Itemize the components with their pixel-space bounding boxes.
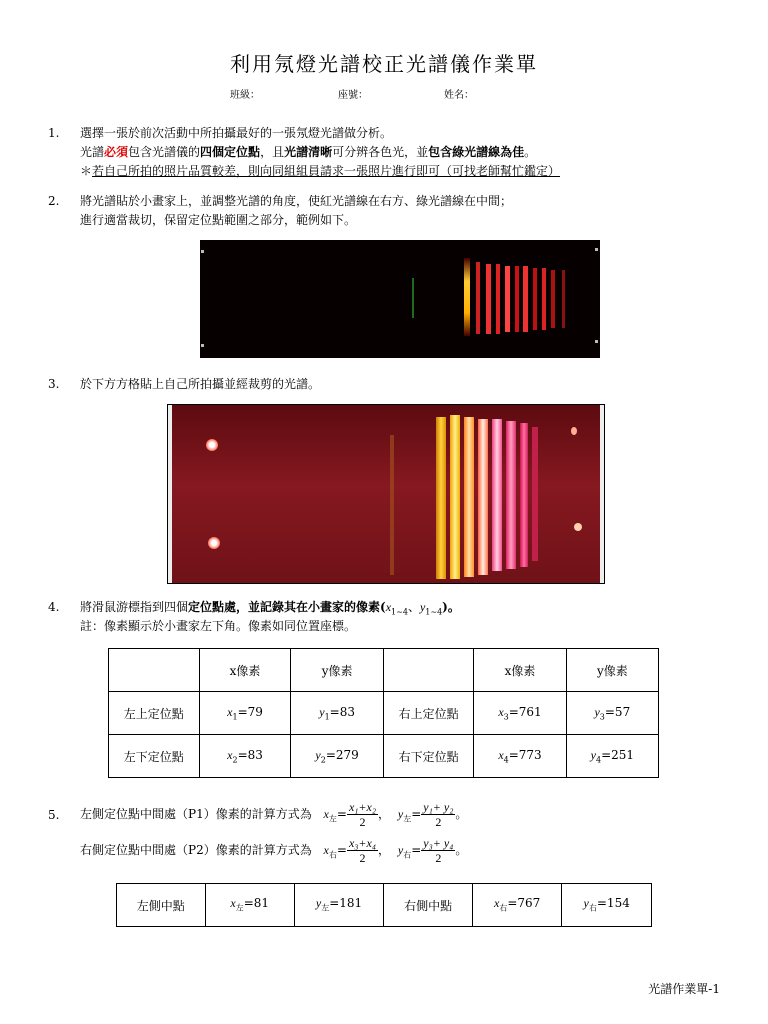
pixel-cell	[562, 884, 652, 927]
sub: 左	[403, 814, 412, 824]
text-fragment: 將滑鼠游標指到四個	[80, 600, 189, 614]
seat-label: 座號：	[338, 90, 368, 101]
var: x	[494, 896, 500, 911]
numerator: x₃+x₄	[348, 836, 377, 850]
pixel-cell	[199, 735, 291, 778]
red-line	[523, 266, 528, 332]
table-header: x像素	[199, 649, 291, 692]
text-fragment: 。	[524, 145, 537, 159]
sub-range: 1~4	[425, 607, 443, 617]
table-header: y像素	[291, 649, 383, 692]
table-header: x像素	[474, 649, 566, 692]
example-spectrum-image	[200, 240, 600, 358]
fraction	[347, 800, 378, 829]
section-2-number: 2.	[48, 194, 60, 208]
sub: 左	[235, 903, 244, 913]
green-line	[390, 435, 394, 575]
section-1-line-3	[80, 162, 560, 181]
period: 。	[455, 807, 468, 821]
name-label: 姓名：	[444, 90, 474, 101]
fraction	[347, 836, 378, 865]
var: x	[323, 807, 329, 821]
pixel-cell	[291, 692, 383, 735]
var: y	[319, 704, 325, 719]
locator-pixel-table	[108, 648, 659, 778]
midpoint-table	[116, 883, 652, 927]
bold-four-points: 四個定位點	[200, 145, 261, 159]
fraction	[421, 800, 455, 829]
text-fragment: )。	[442, 600, 460, 614]
section-3-line-1: 於下方方格貼上自己所拍攝並經裁剪的光譜。	[80, 377, 321, 391]
red-line	[496, 264, 500, 334]
var: x	[323, 843, 329, 857]
text-fragment: ，且	[260, 145, 285, 159]
row-label: 左上定位點	[109, 692, 200, 735]
red-line	[486, 264, 491, 334]
row-label: 左側中點	[117, 884, 206, 927]
yellow-line	[436, 417, 446, 579]
sub: 3	[503, 712, 509, 722]
period: 。	[455, 843, 468, 857]
bold-clear-spectrum: 光譜清晰	[284, 145, 333, 159]
pixel-cell	[205, 884, 294, 927]
red-line	[532, 427, 538, 561]
locator-dot	[595, 340, 598, 343]
var: y	[594, 704, 600, 719]
value: =761	[508, 704, 542, 719]
table-header	[109, 649, 200, 692]
sub: 右	[499, 903, 508, 913]
equals: =	[336, 807, 347, 821]
yellow-line	[464, 258, 470, 336]
var: x	[227, 704, 233, 719]
value: =154	[596, 896, 630, 911]
denominator: 2	[435, 815, 442, 829]
left-edge	[168, 405, 172, 583]
value: =83	[329, 704, 355, 719]
locator-dot	[201, 344, 204, 347]
section-1-number: 1.	[48, 126, 60, 140]
pink-line	[492, 419, 502, 571]
table-header: y像素	[566, 649, 658, 692]
locator-dot	[574, 523, 582, 531]
text-fragment: 光譜	[80, 145, 105, 159]
section-5-number: 5.	[48, 808, 60, 822]
var: x	[498, 747, 504, 762]
value: =279	[325, 747, 359, 762]
section-2-line-2: 進行適當裁切，保留定位點範圍之部分，範例如下。	[80, 213, 357, 227]
sub: 左	[328, 814, 337, 824]
var-y: y	[419, 600, 426, 614]
sub: 3	[599, 712, 605, 722]
equals: =	[336, 843, 347, 857]
section-5	[48, 800, 728, 870]
pixel-cell	[472, 884, 562, 927]
var: x	[498, 704, 504, 719]
must-text: 必須	[104, 145, 129, 159]
locator-dot	[206, 439, 218, 451]
numerator: x₁+x₂	[348, 800, 377, 814]
pixel-cell	[291, 735, 383, 778]
sub: 2	[320, 755, 326, 765]
pixel-cell	[199, 692, 291, 735]
sub: 2	[232, 755, 238, 765]
var: y	[315, 747, 321, 762]
orange-line	[464, 417, 474, 577]
bold-locator-points: 定位點處	[188, 600, 237, 614]
sub-range: 1~4	[391, 607, 408, 617]
red-line	[551, 270, 555, 328]
pixel-cell	[474, 735, 566, 778]
denominator: 2	[435, 851, 442, 865]
equals: =	[411, 807, 422, 821]
pixel-cell	[566, 735, 658, 778]
note-text: 若自己所拍的照片品質較差，則向同組組員請求一張照片進行即可（可找老師幫忙鑑定）	[92, 164, 561, 178]
red-line	[515, 266, 519, 332]
row-label: 右側中點	[384, 884, 473, 927]
table-header	[383, 649, 474, 692]
numerator: y₃+ y₄	[423, 836, 454, 850]
bold-green-line: 包含綠光譜線為佳	[428, 145, 525, 159]
value: =83	[237, 747, 263, 762]
var: y	[397, 843, 404, 857]
comma: ，	[378, 843, 391, 857]
value: =181	[329, 896, 363, 911]
page-title: 利用氖燈光譜校正光譜儀作業單	[230, 52, 538, 76]
value: =57	[604, 704, 631, 719]
var: y	[590, 747, 596, 762]
pixel-cell	[294, 884, 384, 927]
formula-left	[80, 800, 467, 829]
value: =251	[601, 747, 635, 762]
red-line	[562, 270, 565, 328]
table-row	[117, 884, 652, 927]
locator-dot	[208, 537, 220, 549]
pink-line	[520, 423, 528, 567]
section-2-line-1: 將光譜貼於小畫家上，並調整光譜的角度，使紅光譜線在右方、綠光譜線在中間；	[80, 194, 513, 208]
sub: 左	[321, 903, 330, 913]
equals: =	[411, 843, 422, 857]
orange-line	[478, 419, 488, 575]
sub: 4	[595, 755, 602, 765]
section-1-line-1: 選擇一張於前次活動中所拍攝最好的一張氖燈光譜做分析。	[80, 126, 393, 140]
denominator: 2	[359, 815, 366, 829]
formula-right	[80, 836, 467, 865]
var-x: x	[385, 600, 392, 614]
value: =773	[508, 747, 542, 762]
table-row	[109, 735, 659, 778]
formula-left-text: 左側定位點中間處（P1）像素的計算方式為	[80, 807, 312, 821]
row-label: 右下定位點	[383, 735, 474, 778]
row-label: 左下定位點	[109, 735, 200, 778]
pixel-cell	[566, 692, 658, 735]
value: =767	[507, 896, 541, 911]
section-4-number: 4.	[48, 600, 60, 614]
green-line	[412, 278, 414, 318]
star-mark: ＊	[80, 164, 93, 178]
numerator: y₁+ y₂	[423, 800, 454, 814]
page-footer: 光譜作業單-1	[648, 982, 720, 996]
red-line	[533, 268, 537, 330]
class-label: 班級：	[230, 90, 260, 101]
formula-right-text: 右側定位點中間處（P2）像素的計算方式為	[80, 843, 312, 857]
sub: 右	[403, 850, 412, 860]
pink-line	[506, 421, 516, 569]
table-row	[109, 692, 659, 735]
value: =81	[243, 896, 270, 911]
comma: ，	[378, 807, 391, 821]
red-line	[542, 268, 546, 330]
var: x	[227, 747, 233, 762]
student-spectrum-image	[167, 404, 605, 584]
locator-dot	[201, 250, 204, 253]
locator-dot	[595, 248, 598, 251]
yellow-line	[450, 415, 460, 579]
fraction	[421, 836, 455, 865]
var: y	[397, 807, 404, 821]
red-line	[476, 262, 480, 334]
var: y	[315, 896, 322, 911]
locator-dot	[571, 427, 577, 435]
text-fragment: 可分辨各色光，並	[332, 145, 429, 159]
denominator: 2	[359, 851, 366, 865]
section-3-number: 3.	[48, 377, 60, 391]
text-fragment: 包含光譜儀的	[128, 145, 201, 159]
sub: 1	[324, 712, 330, 722]
section-1-line-2	[80, 143, 536, 162]
var: y	[583, 896, 589, 911]
right-edge	[600, 405, 604, 583]
sub: 右	[588, 903, 597, 913]
value: =79	[237, 704, 263, 719]
sub: 1	[232, 712, 238, 722]
var: x	[230, 896, 236, 911]
pixel-cell	[474, 692, 566, 735]
red-line	[505, 266, 510, 332]
separator: 、	[407, 600, 420, 614]
sub: 右	[328, 850, 337, 860]
row-label: 右上定位點	[383, 692, 474, 735]
sub: 4	[503, 755, 509, 765]
section-4-line-2: 註：像素顯示於小畫家左下角。像素如同位置座標。	[80, 619, 357, 633]
bold-record-pixels: ，並記錄其在小畫家的像素(	[236, 600, 386, 614]
